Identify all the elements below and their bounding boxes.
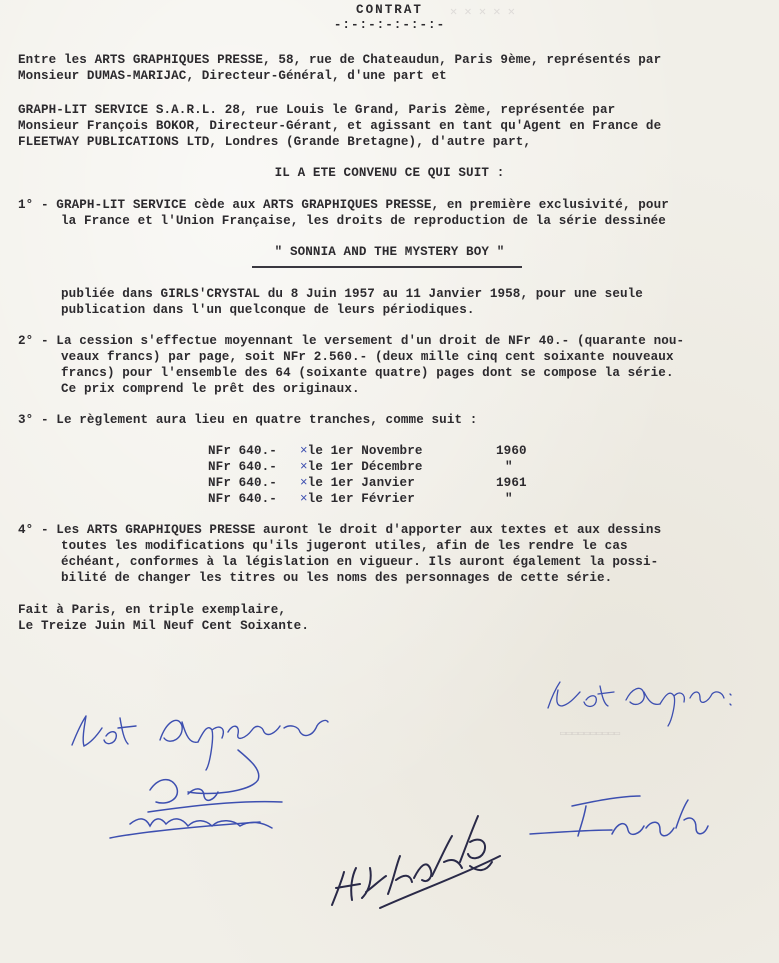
article-1-cont-line-2: publication dans l'un quelconque de leurs périodiques. — [61, 303, 475, 317]
party-line-1: Entre les ARTS GRAPHIQUES PRESSE, 58, rue de Chateaudun, Paris 9ème, représentés par — [18, 53, 662, 67]
signature-middle — [332, 816, 500, 908]
party-line-2: Monsieur DUMAS-MARIJAC, Directeur-Général, d'une part et — [18, 69, 447, 83]
payment-year: 1960 — [496, 444, 527, 458]
check-mark-icon: × — [300, 476, 308, 490]
article-2-line-1: 2° - La cession s'effectue moyennant le versement d'un droit de NFr 40.- (quarante nou- — [18, 334, 685, 348]
article-1-line-2: la France et l'Union Française, les droits de reproduction de la série dessinée — [61, 214, 666, 228]
payment-date-text: le 1er Janvier — [307, 476, 415, 490]
payment-amount: NFr 640.- — [208, 476, 277, 490]
payment-date-text: le 1er Décembre — [307, 460, 423, 474]
article-2-line-2: veaux francs) par page, soit NFr 2.560.- (deux mille cinq cent soixante nouveaux — [61, 350, 674, 364]
closing-line-2: Le Treize Juin Mil Neuf Cent Soixante. — [18, 619, 309, 633]
bleed-through-mark: ✕ ✕ ✕ ✕ ✕ — [450, 5, 515, 19]
faint-stamp: ▭▭▭▭▭▭▭▭▭▭ — [560, 729, 621, 740]
series-title: " SONNIA AND THE MYSTERY BOY " — [274, 245, 505, 259]
payment-year: " — [505, 492, 513, 506]
check-mark-icon: × — [300, 444, 308, 458]
payment-year: " — [505, 460, 513, 474]
payment-year: 1961 — [496, 476, 527, 490]
article-2-line-3: francs) pour l'ensemble des 64 (soixante quatre) pages dont se compose la série. — [61, 366, 674, 380]
party-line-4: Monsieur François BOKOR, Directeur-Gérant, et agissant en tant qu'Agent en France de — [18, 119, 662, 133]
payment-amount: NFr 640.- — [208, 492, 277, 506]
title-decoration: -:-:-:-:-:-:- — [333, 18, 446, 32]
article-2-line-4: Ce prix comprend le prêt des originaux. — [61, 382, 360, 396]
article-1-cont-line-1: publiée dans GIRLS'CRYSTAL du 8 Juin 1957 au 11 Janvier 1958, pour une seule — [61, 287, 643, 301]
payment-date-text: le 1er Février — [307, 492, 415, 506]
article-4-line-1: 4° - Les ARTS GRAPHIQUES PRESSE auront le droit d'apporter aux textes et aux dessins — [18, 523, 662, 537]
article-4-line-3: échéant, conformes à la législation en vigueur. Ils auront également la possi- — [61, 555, 659, 569]
article-1-line-1: 1° - GRAPH-LIT SERVICE cède aux ARTS GRAPHIQUES PRESSE, en première exclusivité, pour — [18, 198, 669, 212]
payment-amount: NFr 640.- — [208, 444, 277, 458]
signature-right — [530, 796, 708, 836]
payment-amount: NFr 640.- — [208, 460, 277, 474]
check-mark-icon: × — [300, 460, 308, 474]
document-title: CONTRAT — [356, 3, 423, 17]
signature-left — [110, 750, 282, 838]
article-4-line-2: toutes les modifications qu'ils jugeront utiles, afin de les rendre le cas — [61, 539, 628, 553]
check-mark-icon: × — [300, 492, 308, 506]
article-4-line-4: bilité de changer les titres ou les noms des personnages de cette série. — [61, 571, 613, 585]
closing-line-1: Fait à Paris, en triple exemplaire, — [18, 603, 287, 617]
handwritten-approval-left — [72, 716, 328, 770]
agreement-heading: IL A ETE CONVENU CE QUI SUIT : — [274, 166, 505, 180]
party-line-5: FLEETWAY PUBLICATIONS LTD, Londres (Grande Bretagne), d'autre part, — [18, 135, 532, 149]
party-line-3: GRAPH-LIT SERVICE S.A.R.L. 28, rue Louis le Grand, Paris 2ème, représentée par — [18, 103, 616, 117]
article-3-line: 3° - Le règlement aura lieu en quatre tranches, comme suit : — [18, 413, 478, 427]
payment-date-text: le 1er Novembre — [307, 444, 423, 458]
handwritten-approval-right — [548, 682, 731, 726]
